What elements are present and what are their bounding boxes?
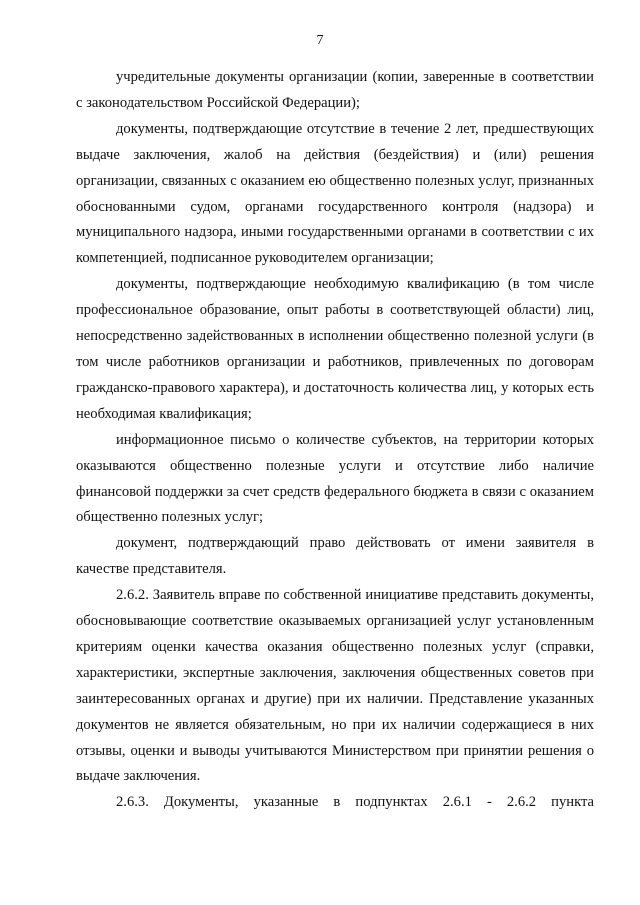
paragraph-qualification-documents: документы, подтверждающие необходимую квалификацию (в том числе профессиональное образование, опыт работы в соответствующей области) лиц, непосредственно задействованных в исполнении общественно полезной услуги (в том числе работников организации и работников, привлеченных по договорам гражданско-правового характера), и достаточность количества лиц, у которых есть необходимая квалификация; xyxy=(76,276,594,422)
page-number: 7 xyxy=(316,33,324,48)
paragraph-representative-authority: документ, подтверждающий право действовать от имени заявителя в качестве представителя. xyxy=(76,535,594,578)
paragraph-2-6-3: 2.6.3. Документы, указанные в подпунктах 2.6.1 - 2.6.2 пункта xyxy=(116,794,594,811)
paragraph-no-complaints-documents: документы, подтверждающие отсутствие в течение 2 лет, предшествующих выдаче заключения, жалоб на действия (бездействия) и (или) решения организации, связанных с оказанием ею общественно полезных услуг, признанных обоснованными судом, органами государственного контроля (надзора) и муниципального надзора, иными государственными органами в соответствии с их компетенцией, подписанное руководителем организации; xyxy=(76,120,594,267)
document-body xyxy=(76,65,594,816)
paragraph-2-6-2: 2.6.2. Заявитель вправе по собственной инициативе представить документы, обосновывающие соответствие оказываемых организацией услуг установленным критериям оценки качества оказания общественно полезных услуг (справки, характеристики, экспертные заключения, заключения общественных советов при заинтересованных органах и другие) при их наличии. Представление указанных документов не является обязательным, но при их наличии содержащиеся в них отзывы, оценки и выводы учитываются Министерством при принятии решения о выдаче заключения. xyxy=(76,587,594,785)
paragraph-information-letter: информационное письмо о количестве субъектов, на территории которых оказываются общественно полезные услуги и отсутствие либо наличие финансовой поддержки за счет средств федерального бюджета в связи с оказанием общественно полезных услуг; xyxy=(76,431,594,526)
paragraph-founding-documents: учредительные документы организации (копии, заверенные в соответствии с законодательством Российской Федерации); xyxy=(76,69,594,111)
